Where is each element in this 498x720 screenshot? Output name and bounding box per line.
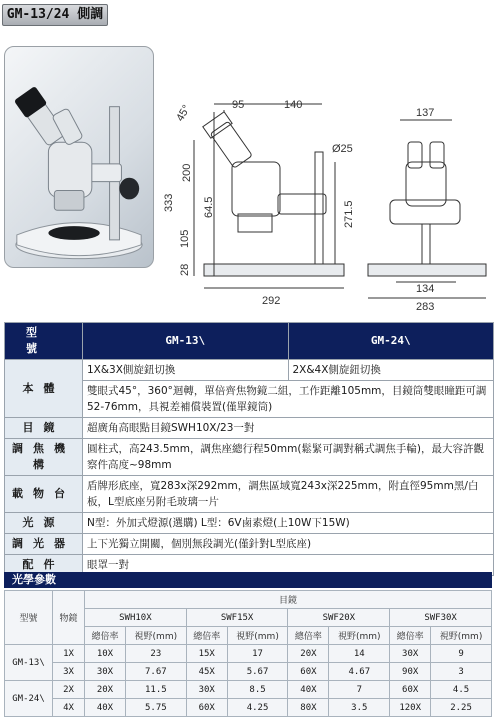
optics-cell: 17 [227, 645, 288, 663]
optics-eyepiece-4: SWF30X [390, 609, 492, 627]
dim-271-5: 271.5 [343, 200, 355, 228]
microscope-image [5, 47, 153, 267]
optics-cell: 8.5 [227, 681, 288, 699]
optics-cell: 60X [186, 699, 227, 717]
optics-header-objective: 物鏡 [53, 591, 85, 645]
optics-sub-fov: 視野(mm) [431, 627, 492, 645]
dim-283: 283 [416, 301, 435, 312]
optics-cell: 20X [85, 681, 126, 699]
dim-28: 28 [179, 263, 191, 276]
optics-eyepiece-2: SWF15X [186, 609, 288, 627]
spec-label-dimmer: 調光器 [5, 534, 83, 555]
optics-eyepiece-3: SWF20X [288, 609, 390, 627]
optics-cell: 5.67 [227, 663, 288, 681]
spec-focus-value: 圓柱式，高243.5mm，調焦座總行程50mm(鬆緊可調對稱式調焦手輪)，最大容許觀察件高度~98mm [83, 439, 494, 476]
optics-cell: 30X [390, 645, 431, 663]
dim-140: 140 [284, 99, 303, 111]
dim-134: 134 [416, 283, 435, 295]
optics-cell: 60X [390, 681, 431, 699]
spec-body-desc: 雙眼式45°，360°迴轉，單倍齊焦物鏡二組，工作距離105mm，目鏡筒雙眼瞳距可調52-76mm，具視差補償裝置(僅單鏡筒) [83, 381, 494, 418]
page-title: GM-13/24 側調 [2, 4, 108, 26]
dim-200: 200 [181, 163, 193, 182]
spec-label-stage: 載物台 [5, 476, 83, 513]
spec-label-body: 本體 [5, 360, 83, 418]
optics-cell: 2.25 [431, 699, 492, 717]
spec-accessory-value: 眼罩一對 [83, 555, 494, 576]
optics-cell: 45X [186, 663, 227, 681]
optics-objective: 3X [53, 663, 85, 681]
spec-label-accessory: 配件 [5, 555, 83, 576]
optics-objective: 1X [53, 645, 85, 663]
optics-cell: 4.5 [431, 681, 492, 699]
optics-header-model: 型號 [5, 591, 53, 645]
dimension-drawing [160, 92, 498, 312]
optics-cell: 4.67 [329, 663, 390, 681]
optics-cell: 40X [288, 681, 329, 699]
optics-cell: 120X [390, 699, 431, 717]
optics-sub-mag: 總倍率 [288, 627, 329, 645]
spec-header-label: 型號 [5, 323, 83, 360]
optics-sub-mag: 總倍率 [390, 627, 431, 645]
optics-sub-mag: 總倍率 [85, 627, 126, 645]
spec-stage-value: 盾牌形底座，寬283x深292mm，調焦區域寬243x深225mm，附直徑95mm黑/白板，L型底座另附毛玻璃一片 [83, 476, 494, 513]
optics-cell: 30X [186, 681, 227, 699]
optics-cell: 30X [85, 663, 126, 681]
optics-cell: 7.67 [125, 663, 186, 681]
optics-cell: 3 [431, 663, 492, 681]
spec-dimmer-value: 上下光獨立開關，個別無段調光(僅針對L型底座) [83, 534, 494, 555]
optics-sub-fov: 視野(mm) [125, 627, 186, 645]
spec-body-gm13: 1X&3X側旋鈕切換 [83, 360, 289, 381]
optics-objective: 2X [53, 681, 85, 699]
dim-105: 105 [179, 229, 191, 248]
optics-cell: 5.75 [125, 699, 186, 717]
dim-angle: 45° [174, 103, 193, 124]
spec-label-light: 光源 [5, 513, 83, 534]
optics-cell: 20X [288, 645, 329, 663]
optics-model-gm24: GM-24\ [5, 681, 53, 717]
spec-label-focus: 調焦機構 [5, 439, 83, 476]
optics-cell: 7 [329, 681, 390, 699]
spec-light-value: N型：外加式燈源(選購) L型：6V鹵素燈(上10W下15W) [83, 513, 494, 534]
optics-sub-fov: 視野(mm) [329, 627, 390, 645]
spec-header-gm24: GM-24\ [288, 323, 494, 360]
optics-row [5, 681, 492, 699]
optics-cell: 80X [288, 699, 329, 717]
optics-cell: 90X [390, 663, 431, 681]
dim-292: 292 [262, 295, 281, 307]
optics-objective: 4X [53, 699, 85, 717]
dim-95: 95 [232, 99, 245, 111]
spec-table [4, 322, 494, 576]
optics-cell: 4.25 [227, 699, 288, 717]
optics-cell: 11.5 [125, 681, 186, 699]
spec-eyepiece-value: 超廣角高眼點目鏡SWH10X/23一對 [83, 418, 494, 439]
dim-diameter-25: Ø25 [332, 143, 353, 155]
optics-cell: 14 [329, 645, 390, 663]
spec-body-gm24: 2X&4X側旋鈕切換 [288, 360, 494, 381]
optics-table [4, 590, 492, 717]
optics-cell: 40X [85, 699, 126, 717]
dim-137: 137 [416, 107, 435, 119]
product-photo [4, 46, 154, 268]
spec-label-eyepiece: 目鏡 [5, 418, 83, 439]
optics-row [5, 645, 492, 663]
optics-cell: 23 [125, 645, 186, 663]
optics-eyepiece-1: SWH10X [85, 609, 187, 627]
optics-model-gm13: GM-13\ [5, 645, 53, 681]
dim-333: 333 [163, 193, 175, 212]
optics-cell: 60X [288, 663, 329, 681]
spec-header-gm13: GM-13\ [83, 323, 289, 360]
optics-cell: 15X [186, 645, 227, 663]
optics-header-eyepiece: 目鏡 [85, 591, 492, 609]
optics-cell: 9 [431, 645, 492, 663]
optics-cell: 10X [85, 645, 126, 663]
optics-title: 光學參數 [4, 572, 492, 588]
optics-row [5, 663, 492, 681]
optics-cell: 3.5 [329, 699, 390, 717]
dim-64-5: 64.5 [203, 196, 215, 218]
optics-sub-mag: 總倍率 [186, 627, 227, 645]
optics-row [5, 699, 492, 717]
dimension-drawing-svg [160, 92, 498, 312]
optics-sub-fov: 視野(mm) [227, 627, 288, 645]
